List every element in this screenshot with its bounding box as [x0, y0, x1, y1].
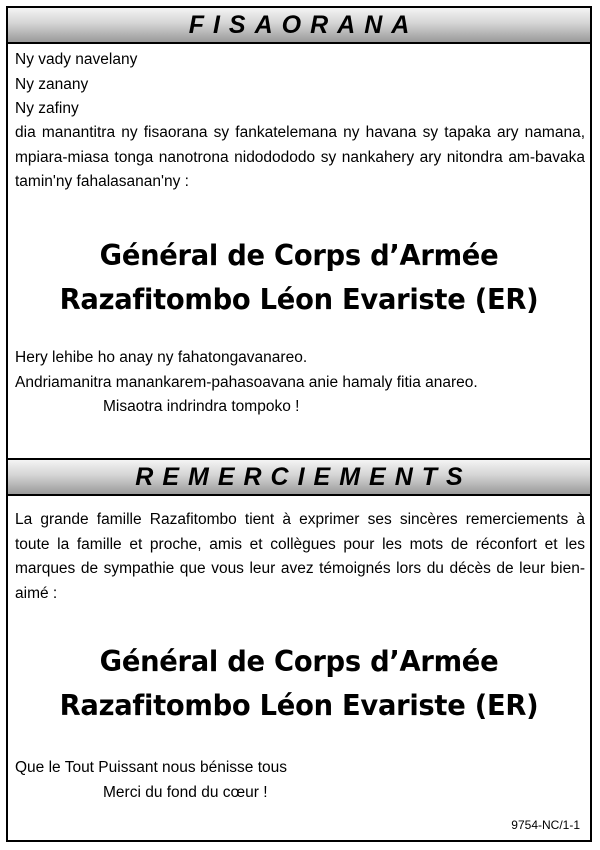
french-closing — [15, 756, 585, 805]
french-intro-paragraph: La grande famille Razafitombo tient à exprimer ses sincères remerciements à toute la famille et proche, amis et collègues pour les mots de réconfort et les marques de sympathie que vous leur avez témoignés lors du décès de leur bien-aimé : — [15, 511, 585, 602]
section-header-fisaorana — [6, 6, 592, 44]
reference-code: 9754-NC/1-1 — [511, 818, 580, 832]
deceased-name-title: Razafitombo Léon Evariste (ER) — [59, 283, 539, 316]
deceased-rank-title: Général de Corps d’Armée — [99, 645, 499, 678]
deceased-name-title: Razafitombo Léon Evariste (ER) — [59, 689, 539, 722]
closing-line: Misaotra indrindra tompoko ! — [103, 398, 300, 415]
recipients-list — [15, 48, 585, 122]
deceased-rank-title: Général de Corps d’Armée — [99, 239, 499, 272]
section-header-remerciements — [6, 458, 592, 496]
section-header-title: FISAORANA — [188, 11, 419, 39]
section-header-title: REMERCIEMENTS — [135, 463, 472, 491]
closing-line: Merci du fond du cœur ! — [103, 783, 268, 801]
closing-line: Hery lehibe ho anay ny fahatongavanareo. — [15, 349, 308, 366]
malagasy-closing — [15, 346, 585, 420]
recipient-line: Ny vady navelany — [15, 51, 138, 68]
recipient-line: Ny zanany — [15, 75, 89, 93]
closing-line: Que le Tout Puissant nous bénisse tous — [15, 759, 287, 776]
recipient-line: Ny zafiny — [15, 100, 79, 117]
malagasy-intro-paragraph: dia manantitra ny fisaorana sy fankatelemana ny havana sy tapaka ary namana, mpiara-miasa tonga nanotrona nidodododo sy nankahery ary nitondra am-bavaka tamin'ny fahalasanan'ny : — [15, 124, 585, 190]
closing-line: Andriamanitra manankarem-pahasoavana anie hamaly fitia anareo. — [15, 373, 478, 391]
